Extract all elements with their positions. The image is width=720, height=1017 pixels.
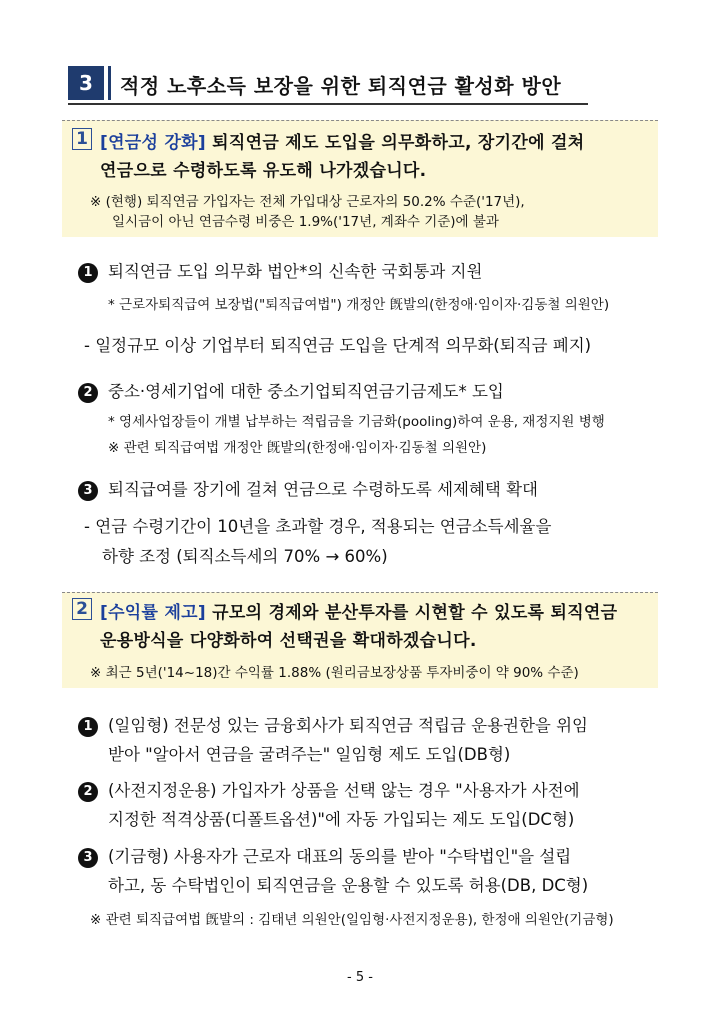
b2-item-3 [78, 843, 571, 868]
b1-item-5: - 연금 수령기간이 10년을 초과할 경우, 적용되는 연금소득세율을 [84, 517, 552, 536]
box-number-1: 1 [72, 128, 92, 150]
box2-line2: 운용방식을 다양화하여 선택권을 확대하겠습니다. [100, 631, 477, 651]
b1-item-6: 하향 조정 (퇴직소득세의 70% → 60%) [102, 547, 388, 566]
b1-item-1-text: 퇴직연금 도입 의무화 법안*의 신속한 국회통과 지원 [108, 262, 483, 281]
bullet-number-icon: 3 [78, 848, 98, 868]
box2-tag: [수익률 제고] [100, 603, 206, 623]
b2-item-1-line1: (일임형) 전문성 있는 금융회사가 퇴직연금 적립금 운용권한을 위임 [108, 716, 588, 735]
b1-item-2: - 일정규모 이상 기업부터 퇴직연금 도입을 단계적 의무화(퇴직금 폐지) [84, 336, 592, 355]
b1-item-1-sub: * 근로자퇴직급여 보장법("퇴직급여법") 개정안 旣발의(한정애·임이자·김동철 의원안) [108, 297, 610, 313]
bullet-number-icon: 3 [78, 481, 98, 501]
b1-item-3 [78, 378, 504, 403]
b1-item-4-text: 퇴직급여를 장기에 걸쳐 연금으로 수령하도록 세제혜택 확대 [108, 480, 538, 499]
footnote: ※ 관련 퇴직급여법 旣발의 : 김태년 의원안(일임형·사전지정운용), 한정애 의원안(기금형) [90, 912, 614, 928]
b1-item-3-text: 중소·영세기업에 대한 중소기업퇴직연금기금제도* 도입 [108, 382, 504, 401]
b1-item-3-sub-2: ※ 관련 퇴직급여법 개정안 旣발의(한정애·임이자·김동철 의원안) [108, 440, 487, 456]
box1-line1-text: 퇴직연금 제도 도입을 의무화하고, 장기간에 걸쳐 [205, 133, 585, 153]
box-number-2: 2 [72, 598, 92, 620]
bullet-number-icon: 2 [78, 782, 98, 802]
b2-item-2 [78, 777, 580, 802]
bullet-number-icon: 1 [78, 263, 98, 283]
b1-item-1 [78, 258, 482, 283]
bullet-number-icon: 2 [78, 383, 98, 403]
b2-item-2-line2: 지정한 적격상품(디폴트옵션)"에 자동 가입되는 제도 도입(DC형) [108, 810, 575, 829]
b2-item-1 [78, 712, 588, 737]
box1-line2: 연금으로 수령하도록 유도해 나가겠습니다. [100, 161, 427, 181]
box2-line1 [100, 598, 617, 623]
section-number: 3 [68, 66, 104, 100]
box2-note-1: ※ 최근 5년('14~18)간 수익률 1.88% (원리금보장상품 투자비중이 약 90% 수준) [90, 665, 579, 681]
section-title: 적정 노후소득 보장을 위한 퇴직연금 활성화 방안 [120, 74, 562, 98]
box1-note-1: ※ (현행) 퇴직연금 가입자는 전체 가입대상 근로자의 50.2% 수준('17년), [90, 194, 525, 210]
section-divider [108, 66, 111, 100]
b1-item-4 [78, 476, 538, 501]
bullet-number-icon: 1 [78, 717, 98, 737]
section-underline [68, 103, 588, 105]
box1-note-2: 일시금이 아닌 연금수령 비중은 1.9%('17년, 계좌수 기준)에 불과 [112, 214, 499, 230]
box1-line1 [100, 128, 584, 153]
b1-item-3-sub-1: * 영세사업장들이 개별 납부하는 적립금을 기금화(pooling)하여 운용, 재정지원 병행 [108, 414, 605, 430]
b2-item-1-line2: 받아 "알아서 연금을 굴려주는" 일임형 제도 도입(DB형) [108, 745, 511, 764]
b2-item-3-line2: 하고, 동 수탁법인이 퇴직연금을 운용할 수 있도록 허용(DB, DC형) [108, 876, 589, 895]
box1-tag: [연금성 강화] [100, 133, 206, 153]
page-number: - 5 - [347, 970, 373, 985]
b2-item-2-line1: (사전지정운용) 가입자가 상품을 선택 않는 경우 "사용자가 사전에 [108, 781, 580, 800]
b2-item-3-line1: (기금형) 사용자가 근로자 대표의 동의를 받아 "수탁법인"을 설립 [108, 847, 572, 866]
box2-line1-text: 규모의 경제와 분산투자를 시현할 수 있도록 퇴직연금 [205, 603, 618, 623]
